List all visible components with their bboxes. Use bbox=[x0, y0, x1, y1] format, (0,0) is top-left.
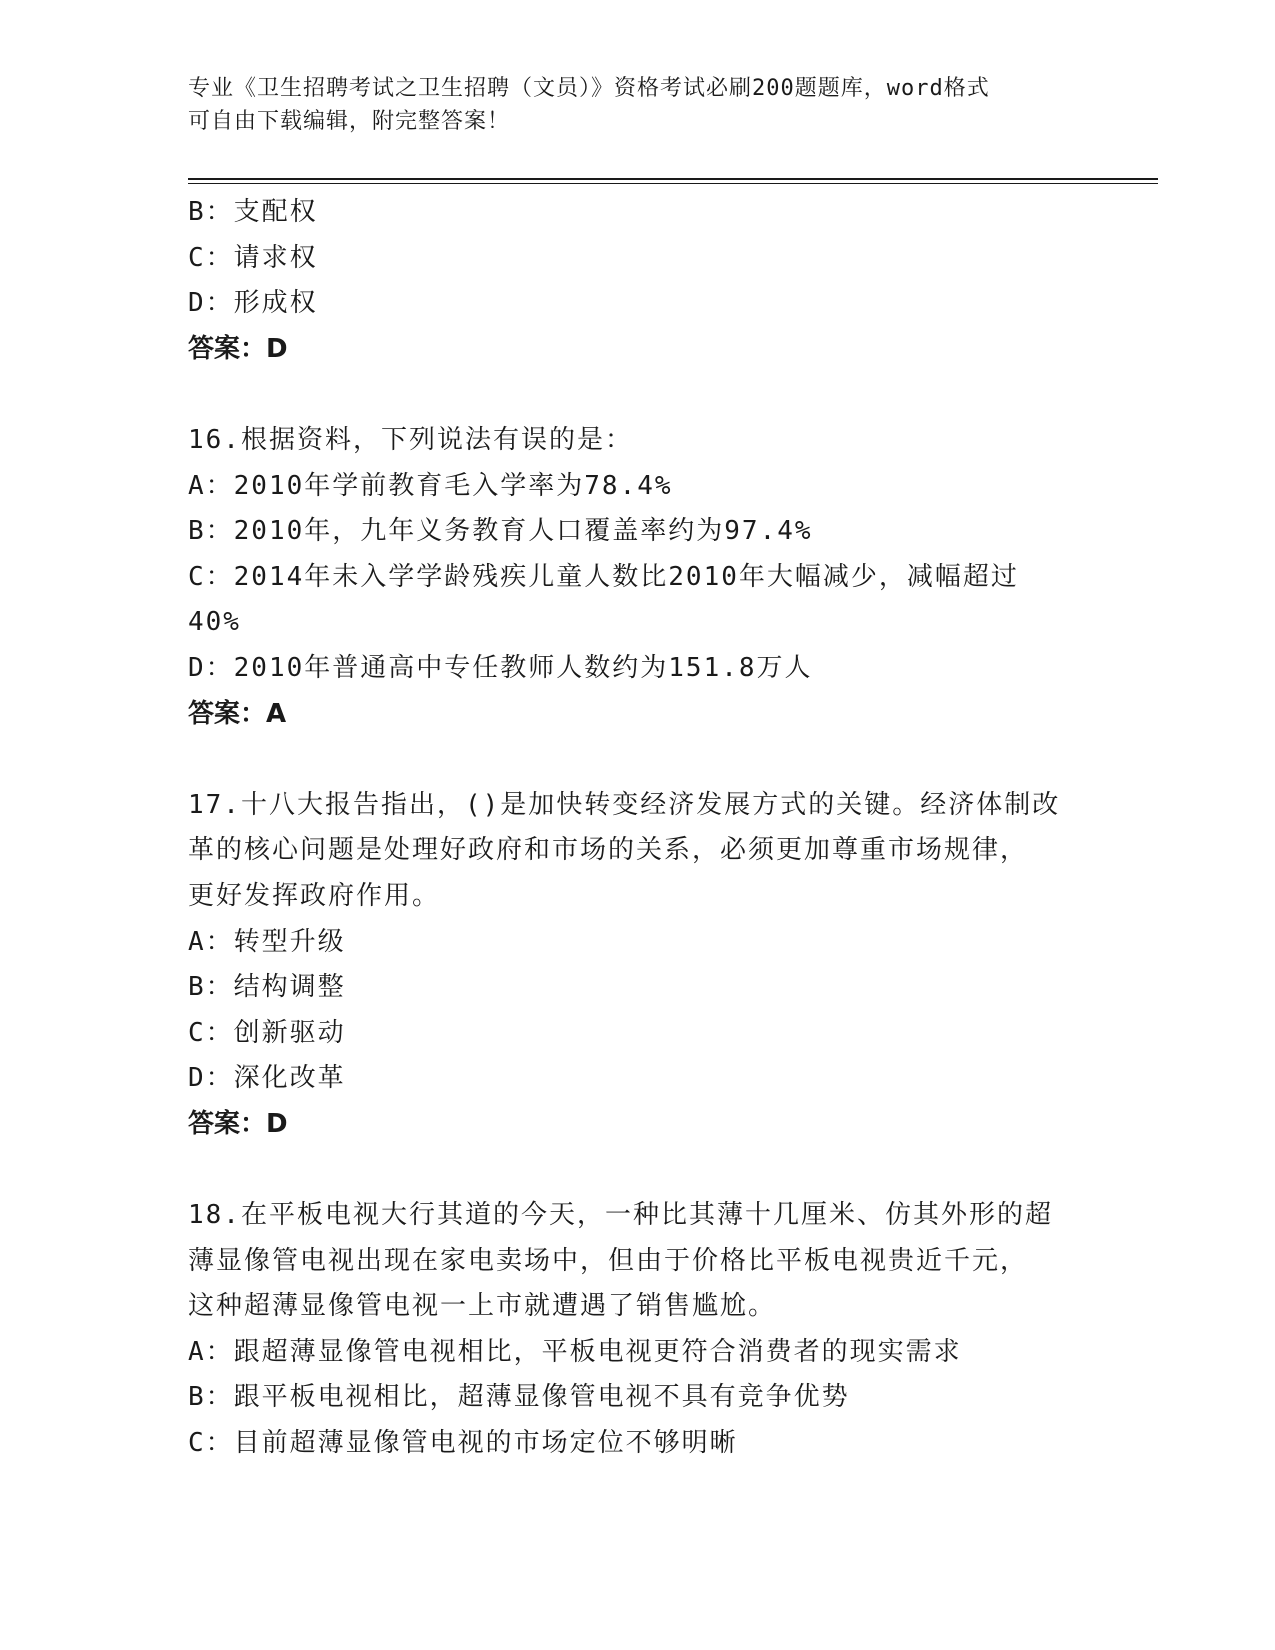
answer-label: 答案：D bbox=[188, 1108, 288, 1139]
header-line-2: 可自由下载编辑，附完整答案！ bbox=[188, 109, 511, 134]
option-c: C：2014年未入学学龄残疾儿童人数比2010年大幅减少，减幅超过 bbox=[188, 561, 1019, 592]
question-18 bbox=[188, 1193, 1088, 1467]
question-17 bbox=[188, 783, 1088, 1148]
option-b: B：跟平板电视相比，超薄显像管电视不具有竞争优势 bbox=[188, 1382, 850, 1413]
option-c: C：请求权 bbox=[188, 242, 318, 273]
question-list bbox=[188, 190, 1088, 1467]
option-b: B：结构调整 bbox=[188, 972, 346, 1003]
question-stem-line-1: 17.十八大报告指出，()是加快转变经济发展方式的关键。经济体制改 bbox=[188, 789, 1061, 820]
answer-label: 答案：A bbox=[188, 698, 287, 729]
spacer bbox=[188, 737, 1088, 783]
spacer bbox=[188, 1147, 1088, 1193]
question-stem: 16.根据资料，下列说法有误的是： bbox=[188, 424, 633, 455]
option-c-continued: 40% bbox=[188, 607, 241, 638]
question-16 bbox=[188, 418, 1088, 737]
question-stem-line-2: 薄显像管电视出现在家电卖场中，但由于价格比平板电视贵近千元， bbox=[188, 1245, 1029, 1276]
option-a: A：2010年学前教育毛入学率为78.4% bbox=[188, 470, 673, 501]
option-b: B：2010年，九年义务教育人口覆盖率约为97.4% bbox=[188, 516, 813, 547]
question-stem-line-1: 18.在平板电视大行其道的今天，一种比其薄十几厘米、仿其外形的超 bbox=[188, 1200, 1053, 1231]
question-stem-line-2: 革的核心问题是处理好政府和市场的关系，必须更加尊重市场规律， bbox=[188, 835, 1029, 866]
header-line-1: 专业《卫生招聘考试之卫生招聘（文员）》资格考试必刷200题题库，word格式 bbox=[188, 76, 990, 101]
option-d: D：深化改革 bbox=[188, 1063, 346, 1094]
document-header bbox=[188, 72, 1088, 138]
question-stem-line-3: 这种超薄显像管电视一上市就遭遇了销售尴尬。 bbox=[188, 1291, 777, 1322]
option-b: B：支配权 bbox=[188, 197, 318, 227]
question-stem-line-3: 更好发挥政府作用。 bbox=[188, 880, 441, 911]
question-15 bbox=[188, 190, 1088, 372]
answer-label: 答案：D bbox=[188, 333, 288, 364]
spacer bbox=[188, 372, 1088, 418]
header-divider-thick bbox=[188, 178, 1158, 180]
option-a: A：转型升级 bbox=[188, 926, 346, 957]
option-c: C：目前超薄显像管电视的市场定位不够明晰 bbox=[188, 1428, 738, 1459]
option-c: C：创新驱动 bbox=[188, 1017, 346, 1048]
option-d: D：2010年普通高中专任教师人数约为151.8万人 bbox=[188, 652, 813, 683]
option-d: D：形成权 bbox=[188, 288, 318, 319]
header-divider-thin bbox=[188, 183, 1158, 184]
option-a: A：跟超薄显像管电视相比，平板电视更符合消费者的现实需求 bbox=[188, 1336, 962, 1367]
